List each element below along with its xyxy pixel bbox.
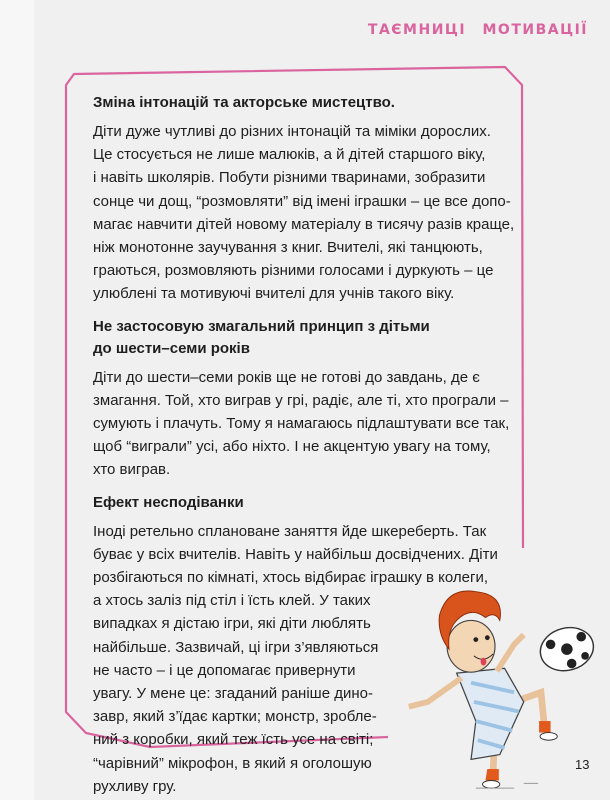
text-line: “чарівний” мікрофон, в який я оголошую (93, 754, 372, 772)
section-heading (93, 92, 523, 114)
text-line: увагу. У мене це: згаданий раніше дино- (93, 685, 373, 703)
page-number: 13 (575, 757, 590, 772)
text-line: найбільше. Зазвичай, ці ігри з’являються (93, 638, 379, 656)
text-line: Діти дуже чутливі до різних інтонацій та міміки дорослих. (93, 123, 491, 140)
text-line: щоб “виграли” усі, або ніхто. І не акцентую увагу на тому, (93, 438, 491, 456)
text-line: Іноді ретельно сплановане заняття йде шкереберть. Так (93, 522, 487, 540)
text-line: Це стосується не лише малюків, а й дітей старшого віку, (93, 146, 486, 164)
section-heading (93, 492, 523, 514)
running-title: ТАЄМНИЦІ МОТИВАЦІЇ (367, 22, 588, 38)
text-line: і навіть школярів. Побути різними тваринами, зобразити (93, 169, 486, 187)
text-line: а хтось заліз під стіл і їсть клей. У таких (93, 592, 371, 610)
section-heading (93, 316, 523, 360)
text-line: сумують і плачуть. Тому я намагаюсь підлаштувати все так, (93, 415, 510, 433)
text-line: улюблені та мотивуючі вчителі для учнів такого віку. (93, 285, 455, 303)
text-line: буває у всіх вчителів. Навіть у найбільш досвідчених. Діти (93, 545, 498, 563)
heading-line: Ефект несподіванки (93, 493, 244, 511)
text-line: розбігаються по кімнаті, хтось відбирає іграшку в колеги, (93, 569, 489, 587)
heading-line: Не застосовую змагальний принцип з дітьми (93, 317, 430, 335)
text-line: граються, розмовляють різними голосами і дуркують – це (93, 262, 494, 280)
text-line: завр, який з’їдає картки; монстр, зробле- (93, 708, 377, 726)
text-line: випадках я дістаю ігри, які діти люблять (93, 615, 371, 633)
heading-line: до шести–семи років (93, 339, 250, 357)
text-line: рухливу гру. (93, 777, 177, 795)
text-line: не часто – і це допомагає привернути (93, 661, 356, 679)
text-line: ніж монотонне заучування з книг. Вчителі, які танцюють, (93, 239, 483, 257)
text-line: ний з коробки, який теж їсть усе на світі; (93, 731, 374, 749)
text-line: змагання. Той, хто виграв у грі, радіє, але ті, хто програли – (93, 391, 509, 409)
text-line: Діти до шести–семи років ще не готові до завдань, де є (93, 368, 480, 386)
heading-line: Зміна інтонацій та акторське мистецтво. (93, 94, 395, 111)
paragraph (93, 366, 523, 482)
text-line: сонце чи дощ, “розмовляти” від імені іграшки – це все допо- (93, 192, 511, 210)
paragraph (93, 120, 523, 306)
text-line: хто виграв. (93, 461, 171, 479)
text-line: магає навчити дітей новому матеріалу в тисячу разів краще, (93, 215, 515, 233)
